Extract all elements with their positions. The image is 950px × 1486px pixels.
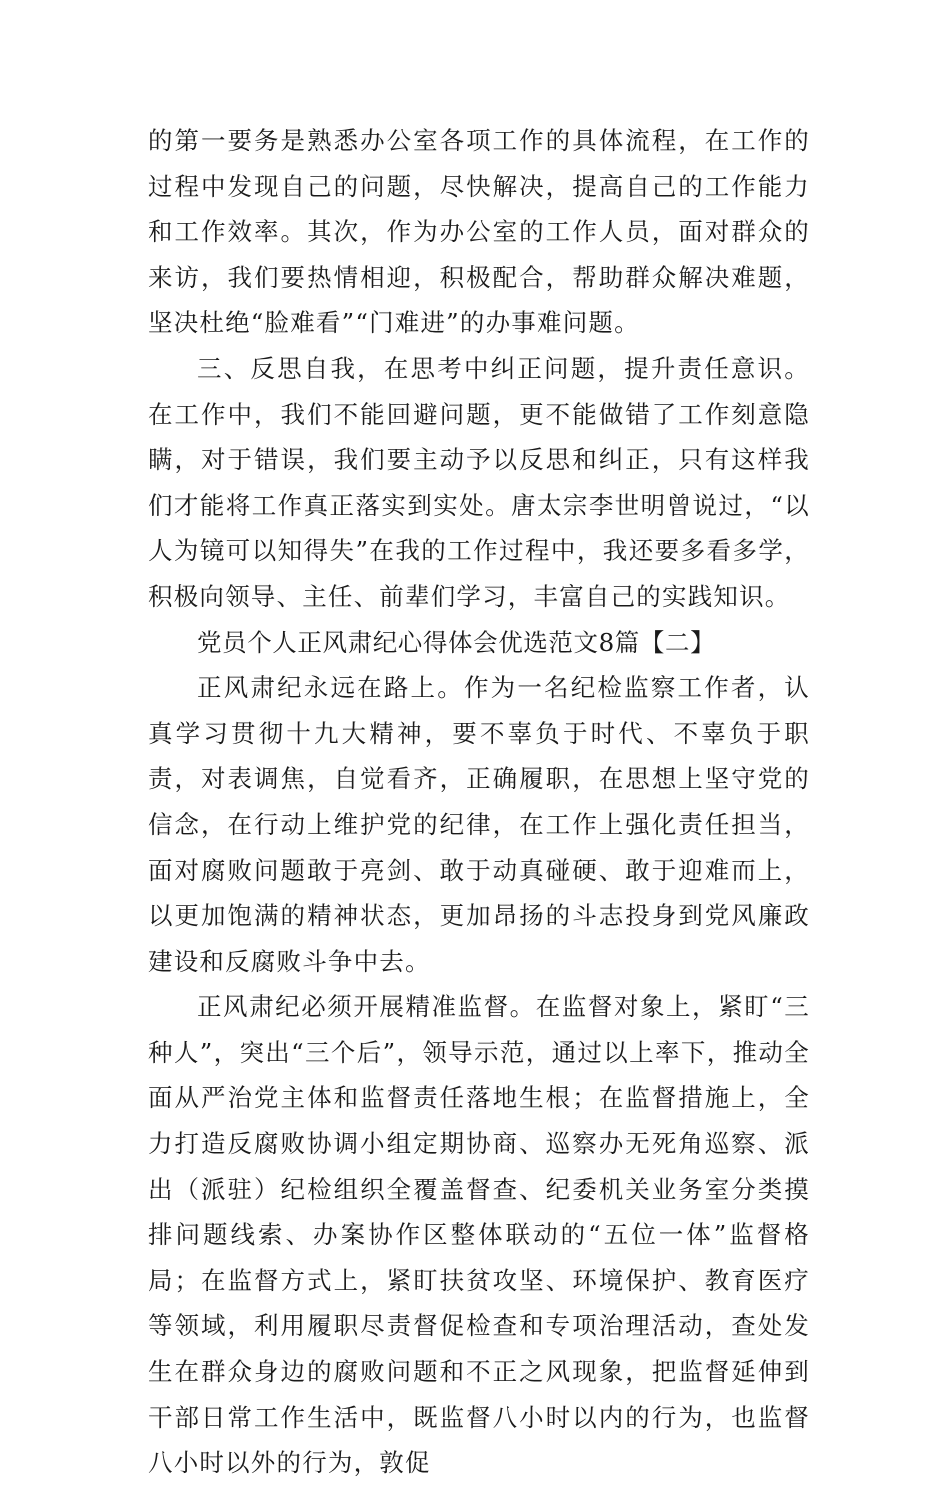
document-body (148, 118, 810, 1486)
paragraph-discipline-on-road: 正风肃纪永远在路上。作为一名纪检监察工作者，认真学习贯彻十九大精神，要不辜负于时代、不辜负于职责，对表调焦，自觉看齐，正确履职，在思想上坚守党的信念，在行动上维护党的纪律，在工作上强化责任担当，面对腐败问题敢于亮剑、敢于动真碰硬、敢于迎难而上，以更加饱满的精神状态，更加昂扬的斗志投身到党风廉政建设和反腐败斗争中去。 (148, 673, 810, 976)
paragraph-reflection: 三、反思自我，在思考中纠正问题，提升责任意识。在工作中，我们不能回避问题，更不能做错了工作刻意隐瞒，对于错误，我们要主动予以反思和纠正，只有这样我们才能将工作真正落实到实处。唐太宗李世明曾说过，“以人为镜可以知得失”在我的工作过程中，我还要多看多学，积极向领导、主任、前辈们学习，丰富自己的实践知识。 (148, 353, 810, 611)
paragraph-continuation: 的第一要务是熟悉办公室各项工作的具体流程，在工作的过程中发现自己的问题，尽快解决，提高自己的工作能力和工作效率。其次，作为办公室的工作人员，面对群众的来访，我们要热情相迎，积极配合，帮助群众解决难题，坚决杜绝“脸难看”“门难进”的办事难问题。 (148, 126, 810, 338)
paragraph-precise-supervision: 正风肃纪必须开展精准监督。在监督对象上，紧盯“三种人”，突出“三个后”，领导示范，通过以上率下，推动全面从严治党主体和监督责任落地生根；在监督措施上，全力打造反腐败协调小组定期协商、巡察办无死角巡察、派出（派驻）纪检组织全覆盖督查、纪委机关业务室分类摸排问题线索、办案协作区整体联动的“五位一体”监督格局；在监督方式上，紧盯扶贫攻坚、环境保护、教育医疗等领域，利用履职尽责督促检查和专项治理活动，查处发生在群众身边的腐败问题和不正之风现象，把监督延伸到干部日常工作生活中，既监督八小时以内的行为，也监督八小时以外的行为，敦促 (148, 992, 810, 1478)
section-heading: 党员个人正风肃纪心得体会优选范文8篇【二】 (197, 627, 716, 657)
